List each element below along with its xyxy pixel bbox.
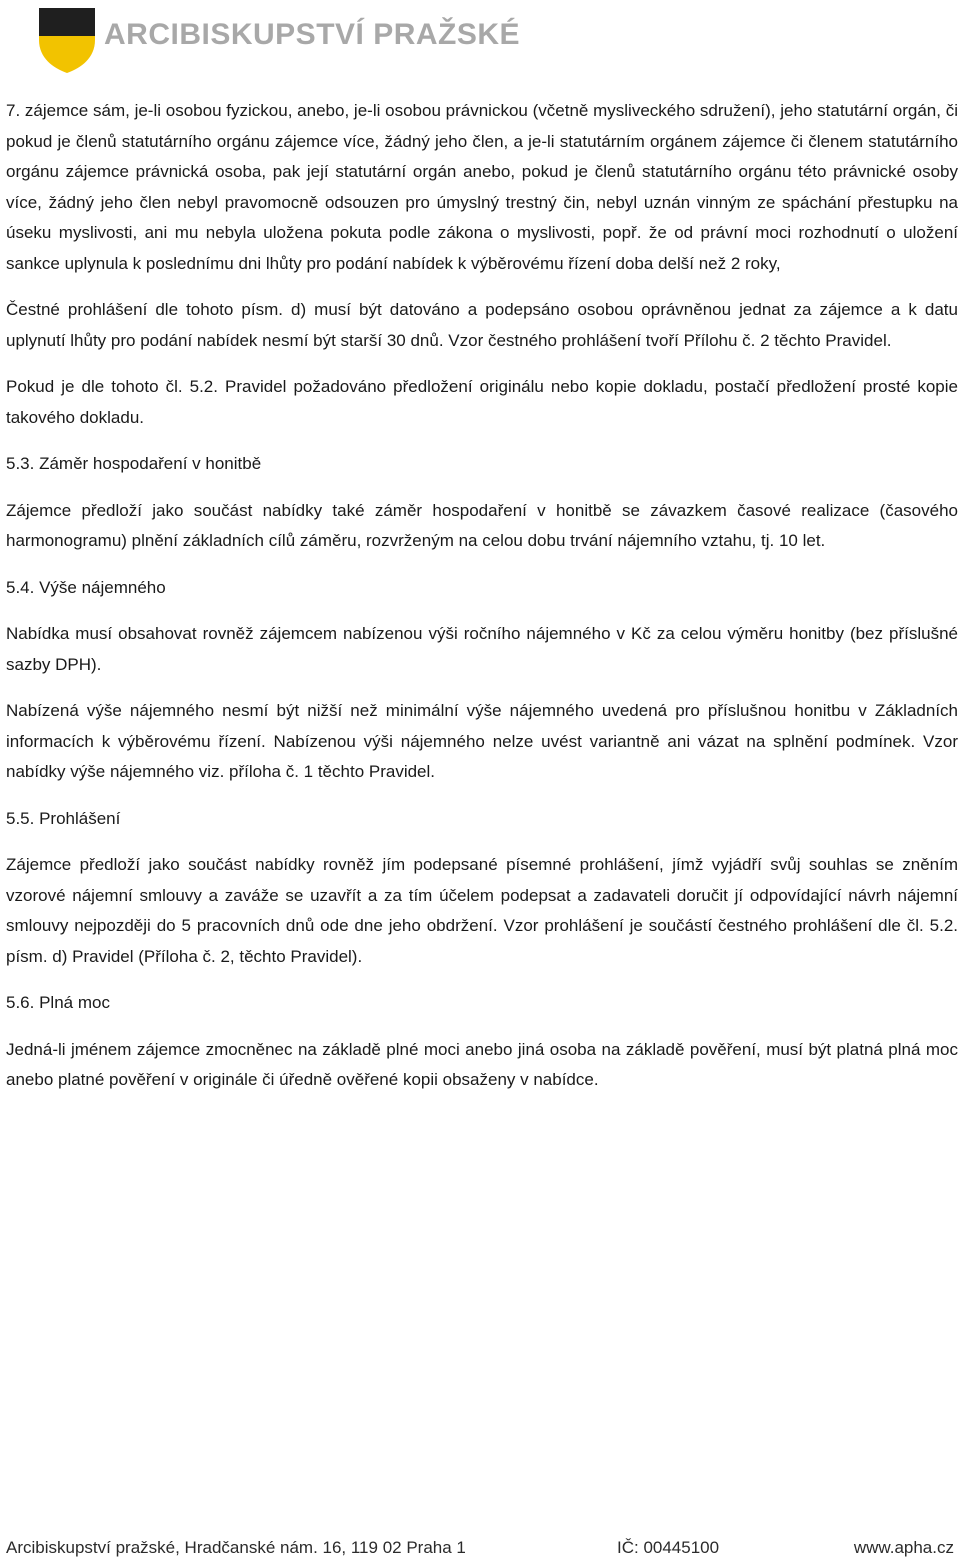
- footer-website[interactable]: www.apha.cz: [853, 1538, 954, 1557]
- footer-address: Arcibiskupství pražské, Hradčanské nám. 16, 119 02 Praha 1: [6, 1538, 466, 1557]
- paragraph-management-plan: Zájemce předloží jako součást nabídky také záměr hospodaření v honitbě se závazkem časové realizace (časového harmonogramu) plnění základních cílů záměru, rozvrženým na celou dobu trvání nájemního vztahu, tj. 10 let.: [6, 500, 958, 550]
- paragraph-rent-minimum: Nabízená výše nájemného nesmí být nižší než minimální výše nájemného uvedená pro příslušnou honitbu v Základních informacích k výběrovému řízení. Nabízenou výši nájemného nelze uvést variantně ani vázat na splnění podmínek. Vzor nabídky výše nájemného viz. příloha č. 1 těchto Pravidel.: [6, 701, 958, 781]
- paragraph-rent-offer: Nabídka musí obsahovat rovněž zájemcem nabízenou výši ročního nájemného v Kč za celou výměru honitby (bez příslušné sazby DPH).: [6, 624, 958, 674]
- brand-title: ARCIBISKUPSTVÍ PRAŽSKÉ: [104, 18, 521, 51]
- shield-logo-icon: [37, 6, 97, 74]
- page-footer: [0, 1536, 960, 1564]
- paragraph-power-of-attorney: Jedná-li jménem zájemce zmocněnec na základě plné moci anebo jiná osoba na základě pověření, musí být platná plná moc anebo platné pověření v originále či úředně ověřené kopii obsaženy v nabídce.: [6, 1039, 958, 1089]
- paragraph-copy-note: Pokud je dle tohoto čl. 5.2. Pravidel požadováno předložení originálu nebo kopie dokladu, postačí předložení prosté kopie takového dokladu.: [6, 377, 958, 427]
- document-body: [6, 96, 958, 1112]
- section-heading-5-5: 5.5. Prohlášení: [6, 808, 121, 828]
- section-heading-5-4: 5.4. Výše nájemného: [6, 577, 166, 597]
- paragraph-declaration: Čestné prohlášení dle tohoto písm. d) musí být datováno a podepsáno osobou oprávněnou jednat za zájemce a k datu uplynutí lhůty pro podání nabídek nesmí být starší 30 dnů. Vzor čestného prohlášení tvoří Přílohu č. 2 těchto Pravidel.: [6, 300, 958, 350]
- paragraph-statement: Zájemce předloží jako součást nabídky rovněž jím podepsané písemné prohlášení, jímž vyjádří svůj souhlas se zněním vzorové nájemní smlouvy a zaváže se uzavřít a za tím účelem podepsat a zadavateli doručit jí odpovídající návrh nájemní smlouvy nejpozději do 5 pracovních dnů ode dne jeho obdržení. Vzor prohlášení je součástí čestného prohlášení dle čl. 5.2. písm. d) Pravidel (Příloha č. 2, těchto Pravidel).: [6, 855, 958, 966]
- paragraph-item-7: 7. zájemce sám, je-li osobou fyzickou, anebo, je-li osobou právnickou (včetně mysliveckého sdružení), jeho statutární orgán, či pokud je členů statutárního orgánu zájemce více, žádný jeho člen, a je-li statutárním orgánem zájemce či členem statutárního orgánu zájemce právnická osoba, pak její statutární orgán anebo, pokud je členů statutárního orgánu této právnické osoby více, žádný jeho člen nebyl pravomocně odsouzen pro úmyslný trestný čin, nebyl uznán vinným ze spáchání přestupku na úseku myslivosti, ani mu nebyla uložena pokuta podle zákona o myslivosti, popř. že od právní moci rozhodnutí o uložení sankce uplynula k poslednímu dni lhůty pro podání nabídek k výběrovému řízení doba delší než 2 roky,: [6, 101, 958, 273]
- section-heading-5-6: 5.6. Plná moc: [6, 993, 110, 1012]
- footer-ico: IČ: 00445100: [617, 1538, 720, 1557]
- page-header: [0, 0, 960, 82]
- section-heading-5-3: 5.3. Záměr hospodaření v honitbě: [6, 454, 262, 473]
